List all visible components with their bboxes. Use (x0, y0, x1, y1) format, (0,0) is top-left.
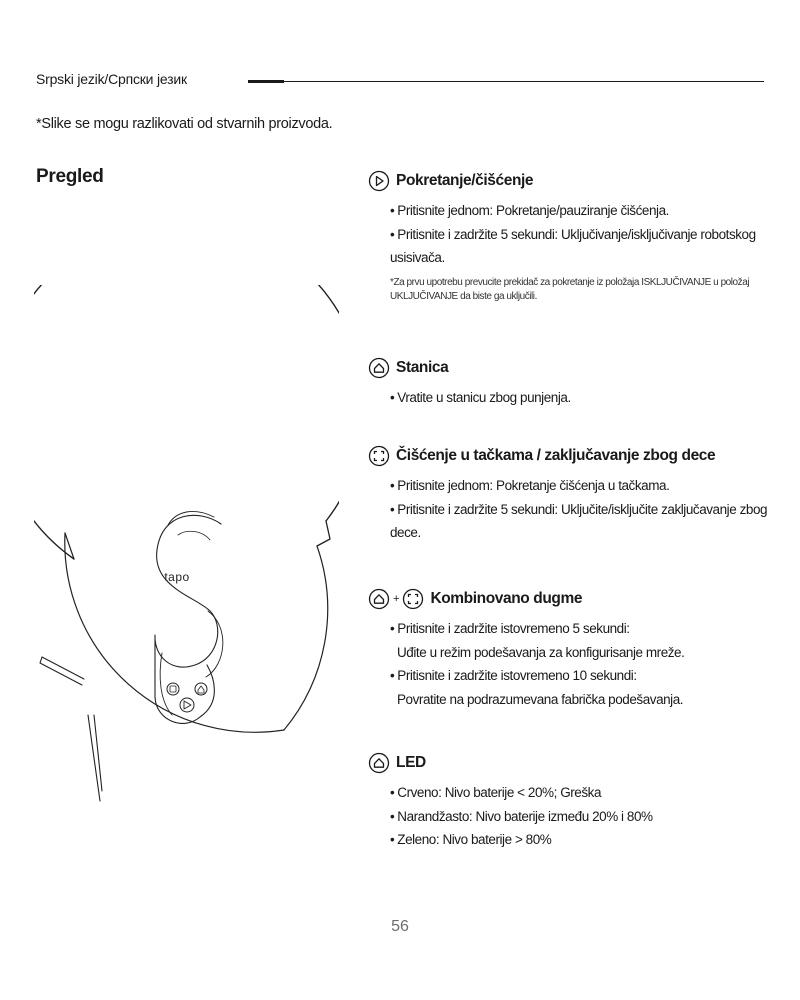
plus-sign: + (393, 593, 400, 605)
language-header (36, 71, 764, 91)
bullet-item: • Narandžasto: Nivo baterije između 20% i 80% (390, 808, 653, 824)
section-led (368, 750, 768, 852)
section-title: Čišćenje u tačkama / zaključavanje zbog dece (396, 447, 716, 464)
spot-clean-icon (368, 445, 390, 467)
page-number: 56 (391, 918, 409, 935)
disclaimer: *Slike se mogu razlikovati od stvarnih proizvoda. (36, 116, 333, 132)
bullet-item: • Pritisnite i zadržite 5 sekundi: Uključite/isključite zaključavanje zbog dece. (390, 501, 768, 540)
section-title: Kombinovano dugme (430, 590, 583, 607)
bullet-item: • Crveno: Nivo baterije < 20%; Greška (390, 785, 602, 800)
section-combo-button (368, 586, 768, 711)
bullet-item: • Zeleno: Nivo baterije > 80% (390, 832, 552, 847)
section-start-clean (368, 168, 768, 305)
section-title: Pokretanje/čišćenje (396, 172, 534, 189)
footnote: *Za prvu upotrebu prevucite prekidač za pokretanje iz položaja ISKLJUČIVANJE u položaj UKLJUČIVANJE da biste ga uključili. (390, 276, 750, 302)
section-spot-clean (368, 443, 768, 545)
section-title: LED (396, 754, 426, 771)
overview-title: Pregled (36, 166, 104, 187)
bullet-item: • Pritisnite jednom: Pokretanje/pauziranje čišćenja. (390, 203, 669, 218)
bullet-item: • Pritisnite jednom: Pokretanje čišćenja u tačkama. (390, 478, 670, 493)
bullet-item: • Pritisnite i zadržite 5 sekundi: Uključivanje/isključivanje robotskog usisivača. (390, 226, 756, 265)
home-icon (368, 752, 390, 774)
play-circle-icon (368, 170, 390, 192)
bullet-item: • Vratite u stanicu zbog punjenja. (390, 390, 571, 405)
section-dock (368, 355, 768, 410)
brand-logo: tapo (164, 570, 190, 584)
spot-clean-icon (402, 588, 424, 610)
home-icon (368, 357, 390, 379)
bullet-item: • Pritisnite i zadržite istovremeno 10 sekundi: Povratite na podrazumevana fabrička podešavanja. (390, 668, 684, 707)
robot-vacuum-illustration (34, 285, 339, 805)
language-label: Srpski jezik/Српски језик (36, 71, 187, 87)
bullet-item: • Pritisnite i zadržite istovremeno 5 sekundi: Uđite u režim podešavanja za konfigurisanje mreže. (390, 621, 685, 660)
section-title: Stanica (396, 359, 449, 376)
header-rule-thick (248, 80, 284, 83)
home-icon (368, 588, 390, 610)
header-rule (284, 81, 764, 82)
